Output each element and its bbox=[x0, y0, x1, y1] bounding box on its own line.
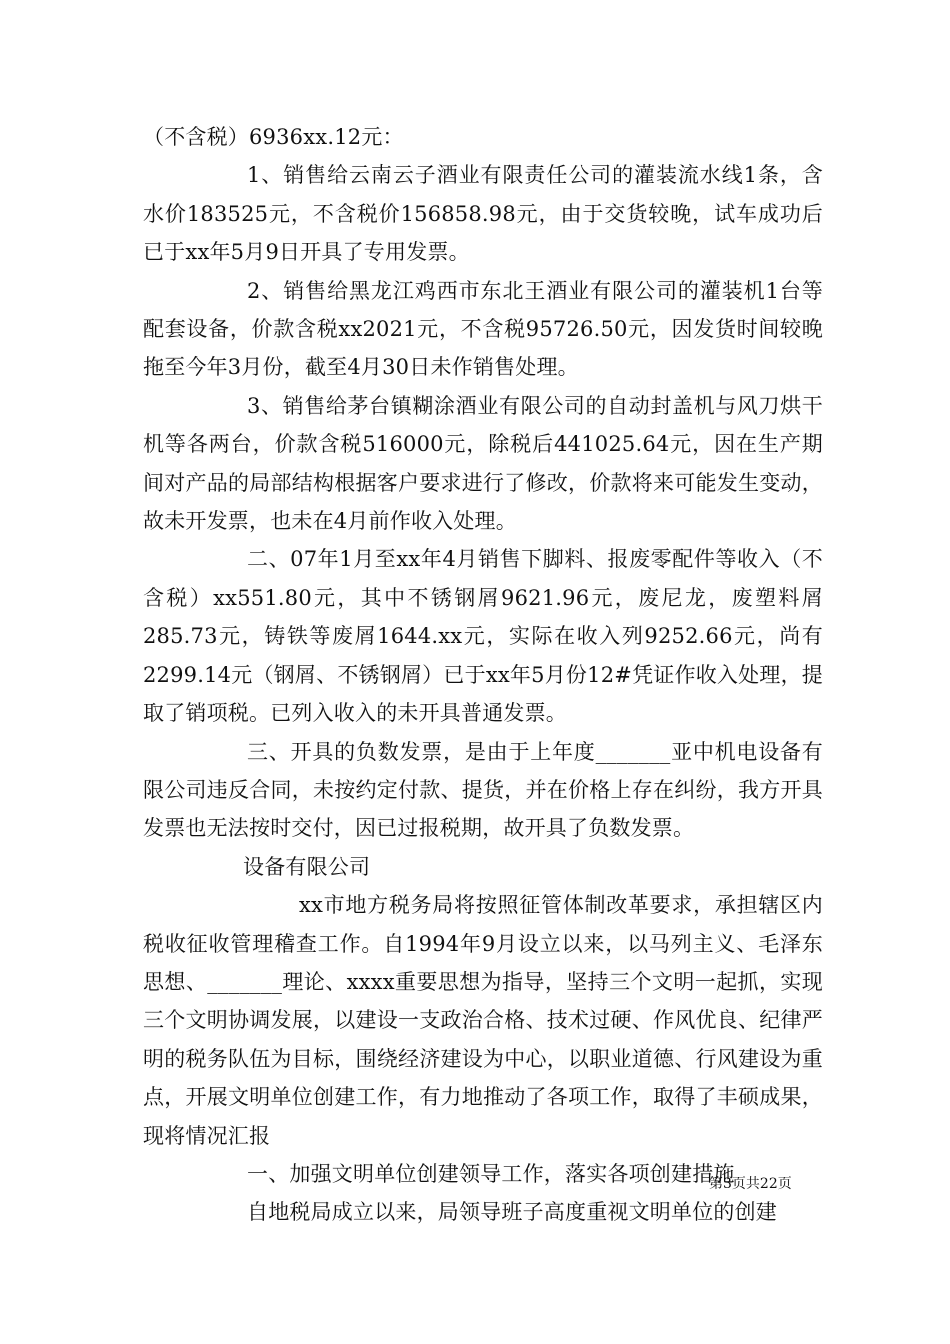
paragraph-tax-bureau-intro: xx市地方税务局将按照征管体制改革要求，承担辖区内税收征收管理稽查工作。自1994年9月设立以来，以马列主义、毛泽东思想、_______理论、xxxx重要思想为指导，坚持三个文明一起抓，实现三个文明协调发展，以建设一支政治合格、技术过硬、作风优良、纪律严明的税务队伍为目标，围绕经济建设为中心，以职业道德、行风建设为重点，开展文明单位创建工作，有力地推动了各项工作，取得了丰硕成果，现将情况汇报 bbox=[143, 893, 823, 1148]
company-signature-line: 设备有限公司 bbox=[243, 854, 371, 879]
paragraph-section-three: 三、开具的负数发票，是由于上年度_______亚中机电设备有限公司违反合同，未按约定付款、提货，并在价格上存在纠纷，我方开具发票也无法按时交付，因已过报税期，故开具了负数发票。 bbox=[143, 739, 823, 841]
section-heading-one: 一、加强文明单位创建领导工作，落实各项创建措施 bbox=[247, 1161, 735, 1186]
paragraph-item-1: 1、销售给云南云子酒业有限责任公司的灌装流水线1条，含水价183525元，不含税价156858.98元，由于交货较晚，试车成功后已于xx年5月9日开具了专用发票。 bbox=[143, 163, 823, 265]
page-number: 第3页共22页 bbox=[709, 1176, 792, 1192]
paragraph-creation-intro: 自地税局成立以来，局领导班子高度重视文明单位的创建 bbox=[247, 1200, 777, 1225]
paragraph-section-two: 二、07年1月至xx年4月销售下脚料、报废零配件等收入（不含税）xx551.80元，其中不锈钢屑9621.96元，废尼龙，废塑料屑285.73元，铸铁等废屑1644.xx元，实际在收入列9252.66元，尚有2299.14元（钢屑、不锈钢屑）已于xx年5月份12#凭证作收入处理，提取了销项税。已列入收入的未开具普通发票。 bbox=[143, 547, 823, 726]
paragraph-item-2: 2、销售给黑龙江鸡西市东北王酒业有限公司的灌装机1台等配套设备，价款含税xx2021元，不含税95726.50元，因发货时间较晚拖至今年3月份，截至4月30日未作销售处理。 bbox=[143, 278, 823, 380]
paragraph-tax-total: （不含税）6936xx.12元： bbox=[143, 125, 404, 149]
document-body bbox=[143, 118, 823, 1232]
paragraph-item-3: 3、销售给茅台镇糊涂酒业有限公司的自动封盖机与风刀烘干机等各两台，价款含税516000元，除税后441025.64元，因在生产期间对产品的局部结构根据客户要求进行了修改，价款将来可能发生变动，故未开发票，也未在4月前作收入处理。 bbox=[143, 393, 823, 534]
